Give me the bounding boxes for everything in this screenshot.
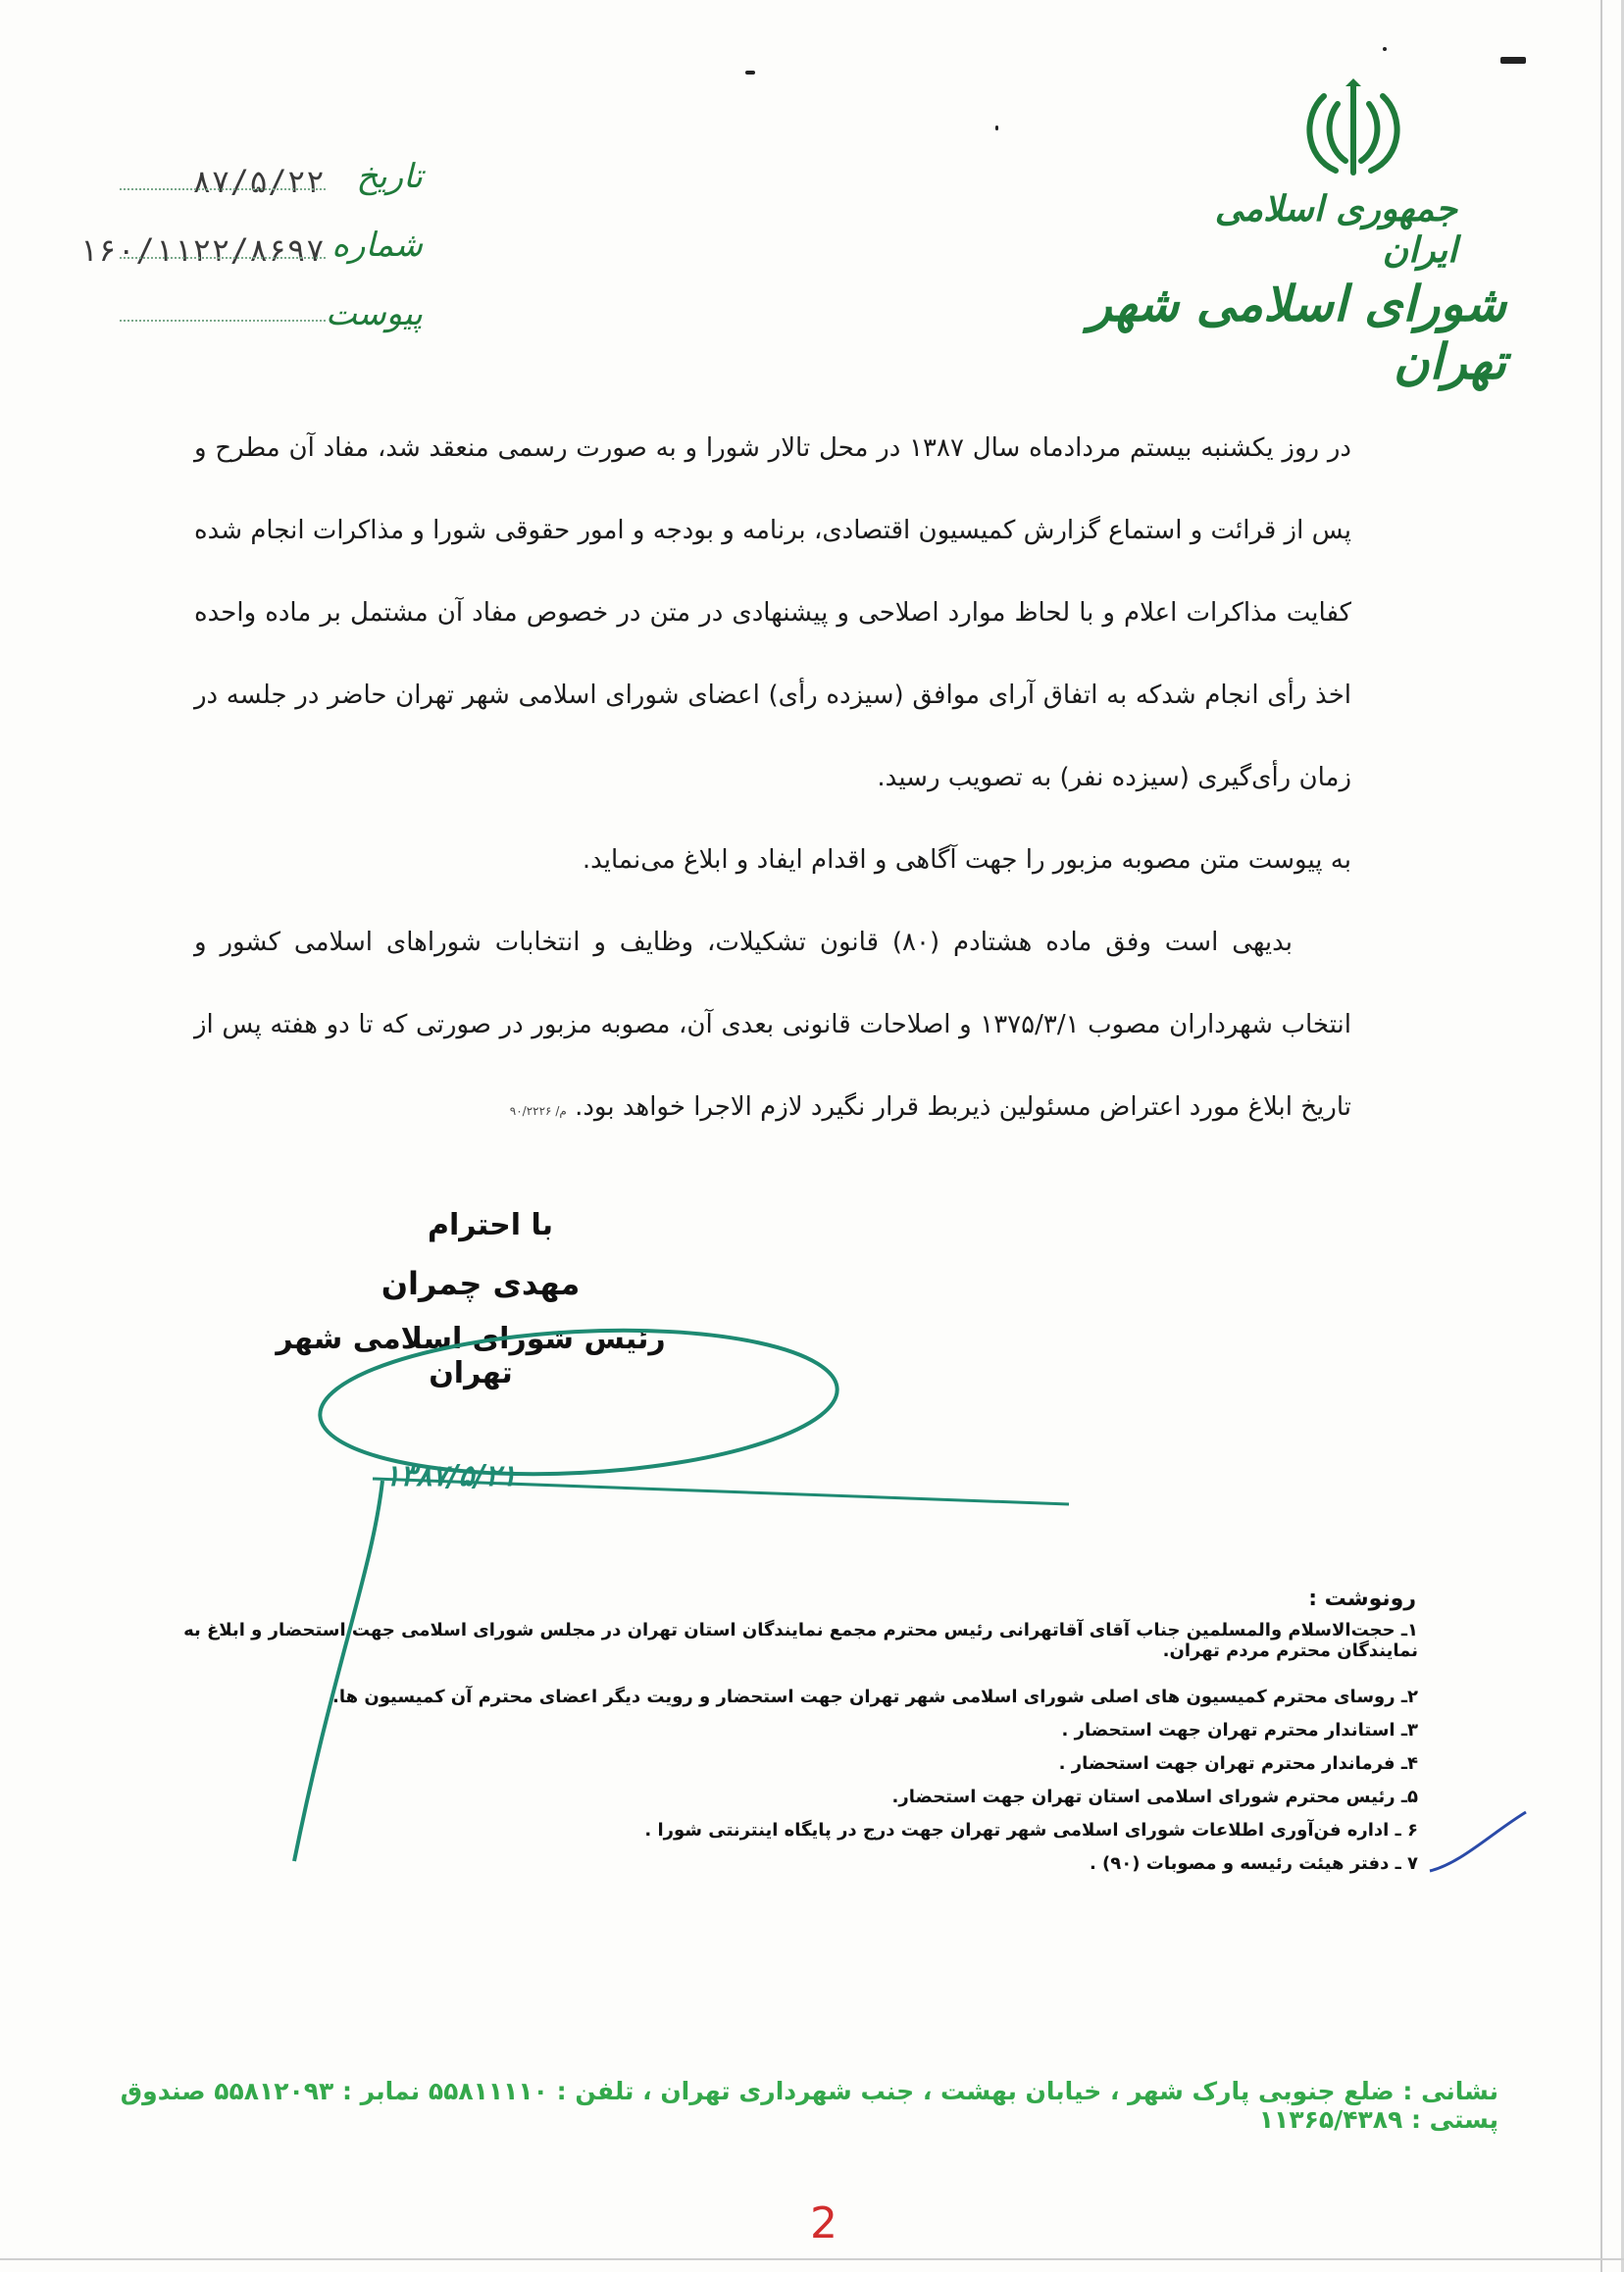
body-paragraph-text: بدیهی است وفق ماده هشتادم (۸۰) قانون تشکیلات، وظایف و انتخابات شوراهای اسلامی کشور و انتخاب شهرداران مصوب ۱۳۷۵/۳/۱ و اصلاحات قانونی بعدی آن، مصوبه مزبور در صورتی که تا دو هفته پس از تاریخ ابلاغ مورد اعتراض مسئولین ذیربط قرار نگیرد لازم الاجرا خواهد بود. [194,928,1351,1122]
copy-item: ۱ـ حجت‌الاسلام والمسلمین جناب آقای آقاتهرانی رئیس محترم مجمع نمایندگان استان تهران در مجلس شورای اسلامی جهت استحضار و ابلاغ به نمایندگان محترم مردم تهران. [183,1620,1418,1661]
signer-name: مهدی چمران [381,1265,581,1302]
council-heading: شورای اسلامی شهر تهران [1088,275,1506,390]
footer-address: نشانی : ضلع جنوبی پارک شهر ، خیابان بهشت ، جنب شهرداری تهران ، تلفن : ۵۵۸۱۱۱۱۰ نمابر : ۵۵۸۱۲۰۹۳ صندوق پستی : ۱۱۳۶۵/۴۳۸۹ [120,2077,1498,2134]
page-number: 2 [810,2198,837,2248]
regards-text: با احترام [427,1208,554,1242]
body-paragraph [194,901,1351,1152]
scan-speck [1383,47,1387,51]
number-value: ۱۶۰/۱۱۲۲/۸۶۹۷ [78,231,325,269]
margin-line [1600,0,1602,2272]
body-paragraph: در روز یکشنبه بیستم مردادماه سال ۱۳۸۷ در محل تالار شورا و به صورت رسمی منعقد شد، مفاد آن مطرح و پس از قرائت و استماع گزارش کمیسیون اقتصادی، برنامه و بودجه و امور حقوقی شورا و مذاکرات انجام شده کفایت مذاکرات اعلام و با لحاظ موارد اصلاحی و پیشنهادی در متن در خصوص مفاد آن مشتمل بر ماده واحده اخذ رأی انجام شدکه به اتفاق آرای موافق (سیزده رأی) اعضای شورای اسلامی شهر تهران حاضر در جلسه در زمان رأی‌گیری (سیزده نفر) به تصویب رسید. [194,433,1351,792]
scan-speck [995,126,998,130]
copy-item: ۴ـ فرماندار محترم تهران جهت استحضار . [1058,1753,1418,1774]
letter-body [194,407,1351,1152]
copy-item: ۷ ـ دفتر هیئت رئیسه و مصوبات (۹۰) . [1089,1853,1418,1874]
iran-emblem-icon [1294,76,1412,184]
attachment-dots [120,320,326,322]
reference-note: م/ ۹۰/۲۲۲۶ [509,1104,567,1118]
body-paragraph: به پیوست متن مصوبه مزبور را جهت آگاهی و اقدام ایفاد و ابلاغ می‌نماید. [582,845,1351,875]
date-label: تاریخ [356,157,423,196]
number-dots [120,257,326,259]
signer-title: رئیس شورای اسلامی شهر تهران [276,1322,666,1390]
attachment-label: پیوست [325,294,423,333]
handwritten-date: ۱۳۸۷/۵/۲۱ [384,1459,517,1493]
copy-item: ۵ـ رئیس محترم شورای اسلامی استان تهران جهت استحضار. [891,1787,1418,1807]
copies-title: رونوشت : [1308,1587,1416,1611]
copy-item: ۶ ـ اداره فن‌آوری اطلاعات شورای اسلامی شهر تهران جهت درج در پایگاه اینترنتی شورا . [644,1820,1418,1841]
scan-speck [745,71,755,75]
number-label: شماره [331,226,423,265]
republic-heading: جمهوری اسلامی ایران [1214,188,1457,271]
date-value: ۸۷/۵/۲۲ [192,163,325,200]
date-dots [120,188,326,190]
bottom-edge-line [0,2258,1624,2260]
copy-item: ۳ـ استاندار محترم تهران جهت استحضار . [1061,1720,1418,1741]
copy-item: ۲ـ روسای محترم کمیسیون های اصلی شورای اسلامی شهر تهران جهت استحضار و رویت دیگر اعضای محترم آن کمیسیون ها. [332,1687,1418,1707]
scan-speck [1500,57,1526,64]
